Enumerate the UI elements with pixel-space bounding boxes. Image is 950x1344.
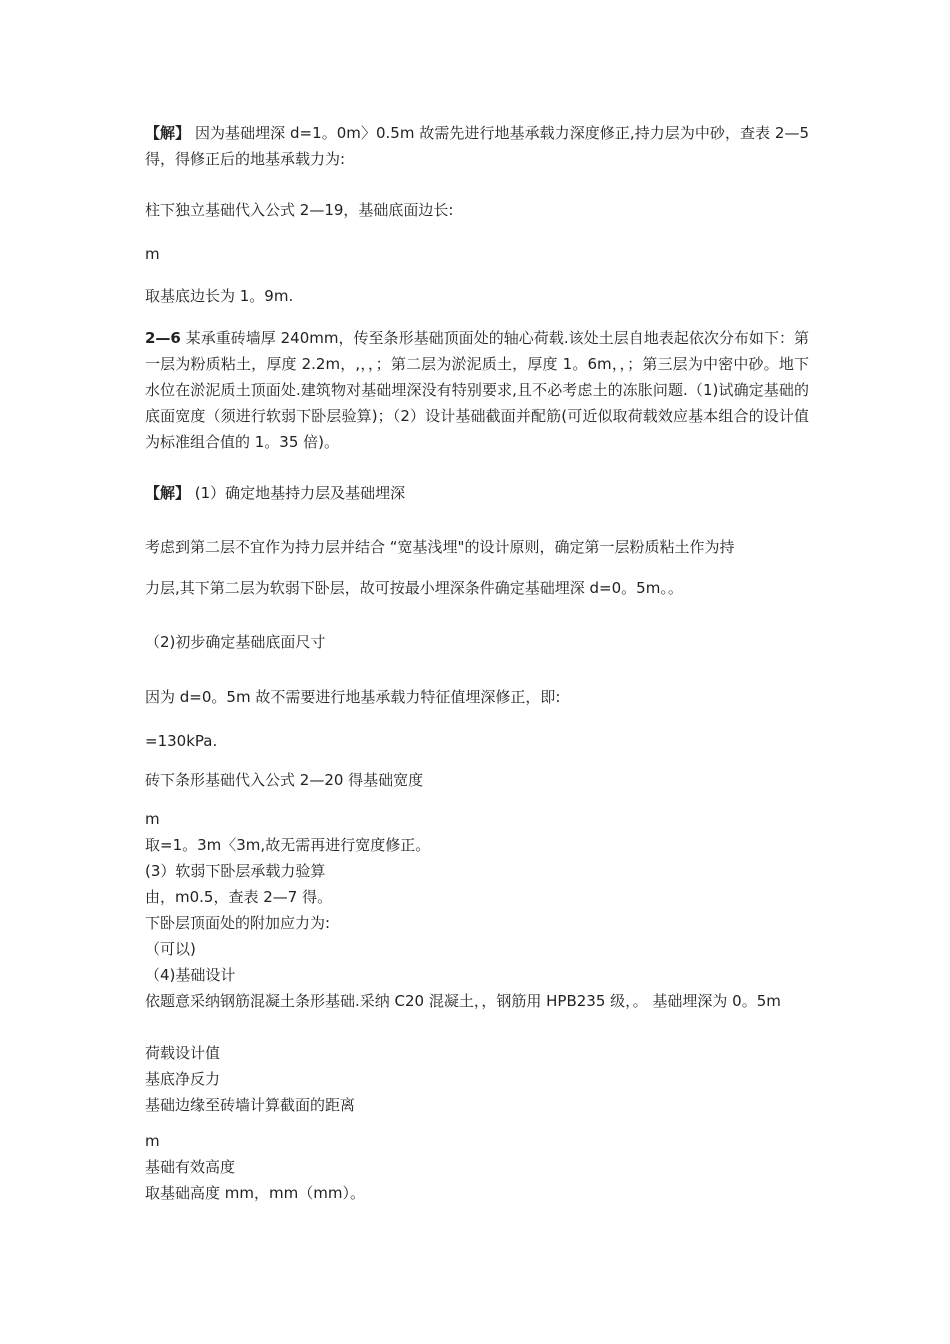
bearing-capacity-value: =130kPa. (145, 732, 218, 750)
paragraph-base-side-result: 取基底边长为 1。9m. (145, 287, 294, 305)
unit-line-m-3: m (145, 1132, 160, 1150)
paragraph-base-side-formula: 柱下独立基础代入公式 2—19，基础底面边长: (145, 201, 454, 219)
paragraph-width-result: 取=1。3m〈3m,故无需再进行宽度修正。 (145, 836, 431, 854)
solution-label: 【解】 (145, 484, 191, 502)
effective-height: 基础有效高度 (145, 1158, 236, 1176)
problem-number: 2—6 (145, 329, 181, 347)
solution-label: 【解】 (145, 124, 191, 142)
section-heading-3: (3）软弱下卧层承载力验算 (145, 862, 326, 880)
foundation-height: 取基础高度 mm，mm（mm）。 (145, 1184, 365, 1202)
solution-paragraph-1: 【解】 因为基础埋深 d=1。0m〉0.5m 故需先进行地基承载力深度修正,持力层为中砂，查表 2—5 得，得修正后的地基承载力为: (145, 124, 809, 168)
solution-paragraph-2: 【解】 (1）确定地基持力层及基础埋深 (145, 484, 406, 502)
load-design-value: 荷载设计值 (145, 1044, 221, 1062)
edge-distance: 基础边缘至砖墙计算截面的距离 (145, 1096, 356, 1114)
paragraph-bearing-layer-1: 考虑到第二层不宜作为持力层并结合 “宽基浅埋"的设计原则，确定第一层粉质粘土作为持 (145, 538, 735, 556)
paragraph-foundation-design: 依题意采纳钢筋混凝土条形基础.采纳 C20 混凝土，，钢筋用 HPB235 级，。 基础埋深为 0。5m (145, 992, 781, 1010)
paragraph-table-2-7: 由，m0.5，查表 2—7 得。 (145, 888, 333, 906)
check-result: （可以) (145, 940, 196, 958)
unit-line-m-1: m (145, 245, 160, 263)
unit-line-m-2: m (145, 810, 160, 828)
paragraph-additional-stress: 下卧层顶面处的附加应力为: (145, 914, 331, 932)
paragraph-no-depth-correction: 因为 d=0。5m 故不需要进行地基承载力特征值埋深修正，即: (145, 688, 561, 706)
section-heading-2: （2)初步确定基础底面尺寸 (145, 633, 326, 651)
paragraph-strip-width-formula: 砖下条形基础代入公式 2—20 得基础宽度 (145, 771, 424, 789)
paragraph-bearing-layer-2: 力层,其下第二层为软弱下卧层，故可按最小埋深条件确定基础埋深 d=0。5m。。 (145, 579, 683, 597)
problem-2-6-paragraph: 2—6 某承重砖墙厚 240mm，传至条形基础顶面处的轴心荷载.该处土层自地表起依次分布如下：第一层为粉质粘土，厚度 2.2m，,，，；第二层为淤泥质土，厚度 1。6m，，；第三层为中密中砂。地下水位在淤泥质土顶面处.建筑物对基础埋深没有特别要求,且不必考虑土的冻胀问题.（1)试确定基础的底面宽度（须进行软弱下卧层验算)；（2）设计基础截面并配筋(可近似取荷载效应基本组合的设计值为标准组合值的 1。35 倍)。 (145, 329, 809, 451)
section-heading-4: （4)基础设计 (145, 966, 236, 984)
net-base-reaction: 基底净反力 (145, 1070, 221, 1088)
